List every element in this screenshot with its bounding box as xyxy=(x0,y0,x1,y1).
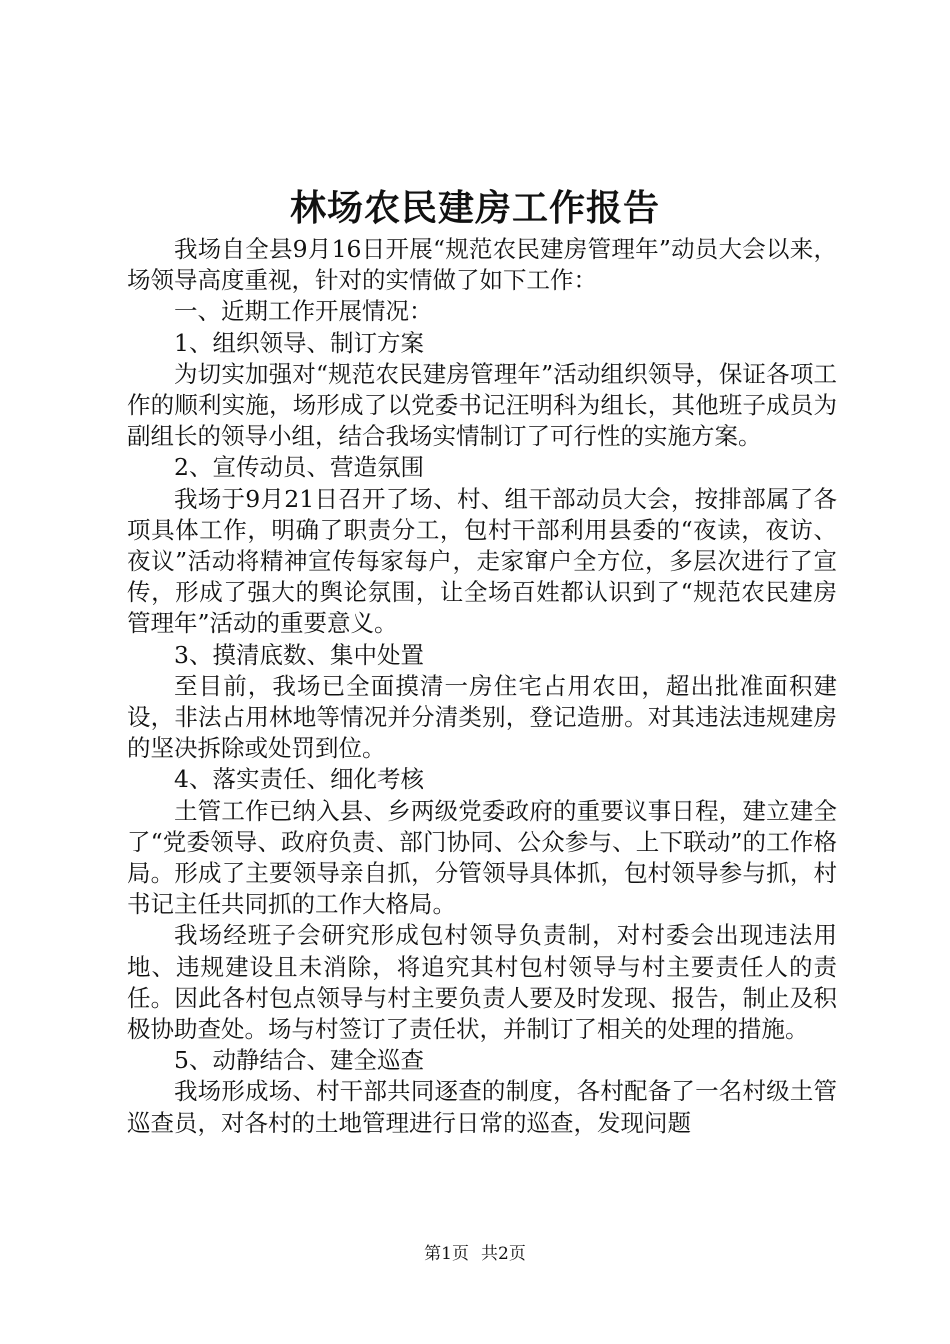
paragraph-survey: 至目前，我场已全面摸清一房住宅占用农田，超出批准面积建设，非法占用林地等情况并分清类别，登记造册。对其违法违规建房的坚决拆除或处罚到位。 xyxy=(127,671,837,763)
paragraph-intro: 我场自全县9月16日开展“规范农民建房管理年”动员大会以来，场领导高度重视，针对的实情做了如下工作： xyxy=(127,235,837,295)
paragraph-inspection: 我场形成场、村干部共同逐查的制度，各村配备了一名村级土管巡查员，对各村的土地管理进行日常的巡查，发现问题 xyxy=(127,1077,837,1137)
paragraph-organization: 为切实加强对“规范农民建房管理年”活动组织领导，保证各项工作的顺利实施，场形成了以党委书记汪明科为组长，其他班子成员为副组长的领导小组，结合我场实情制订了可行性的实施方案。 xyxy=(127,359,837,451)
paragraph-accountability: 我场经班子会研究形成包村领导负责制，对村委会出现违法用地、违规建设且未消除，将追究其村包村领导与村主要责任人的责任。因此各村包点领导与村主要负责人要及时发现、报告，制止及积极协助查处。场与村签订了责任状，并制订了相关的处理的措施。 xyxy=(127,921,837,1044)
page-footer xyxy=(0,1243,950,1265)
paragraph-publicity: 我场于9月21日召开了场、村、组干部动员大会，按排部属了各项具体工作，明确了职责分工，包村干部利用县委的“夜读，夜访、夜议”活动将精神宣传每家每户，走家窜户全方位，多层次进行了宣传，形成了强大的舆论氛围，让全场百姓都认识到了“规范农民建房管理年”活动的重要意义。 xyxy=(127,484,837,638)
document-title: 林场农民建房工作报告 xyxy=(289,187,660,229)
page-number: 第1页 xyxy=(424,1244,469,1264)
section-heading-1: 一、近期工作开展情况： xyxy=(174,297,433,326)
paragraph-responsibility: 土管工作已纳入县、乡两级党委政府的重要议事日程，建立建全了“党委领导、政府负责、部门协同、公众参与、上下联动”的工作格局。形成了主要领导亲自抓，分管领导具体抓，包村领导参与抓，村书记主任共同抓的工作大格局。 xyxy=(127,796,837,919)
page-total: 共2页 xyxy=(481,1244,526,1264)
subheading-organization: 1、组织领导、制订方案 xyxy=(174,328,424,357)
subheading-responsibility: 4、落实责任、细化考核 xyxy=(174,765,424,794)
subheading-survey: 3、摸清底数、集中处置 xyxy=(174,640,424,669)
subheading-inspection: 5、动静结合、建全巡查 xyxy=(174,1046,424,1075)
document-body xyxy=(127,234,837,1139)
subheading-publicity: 2、宣传动员、营造氛围 xyxy=(174,453,424,482)
